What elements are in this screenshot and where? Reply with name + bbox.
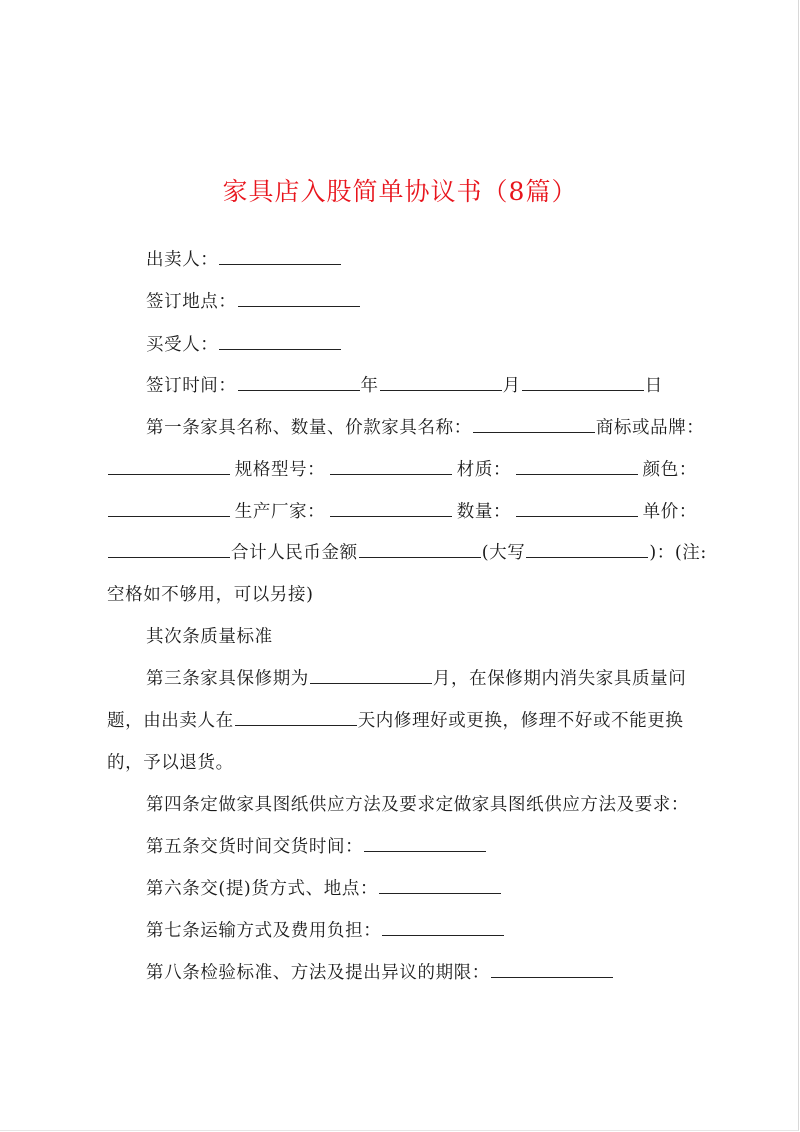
- month-label: 月: [502, 376, 521, 396]
- delivery-method-blank[interactable]: [379, 877, 501, 894]
- repair-days-blank[interactable]: [235, 709, 357, 726]
- clause3-part2: 月，在保修期内消失家具质量问: [432, 669, 687, 689]
- clause1-line4: [107, 541, 707, 565]
- clause8-label: 第八条检验标准、方法及提出异议的期限：: [146, 963, 490, 983]
- clause4: 第四条定做家具图纸供应方法及要求定做家具图纸供应方法及要求：: [146, 795, 689, 815]
- delivery-time-blank[interactable]: [364, 835, 486, 852]
- clause3-line2: [107, 709, 684, 733]
- place-label: 签订地点：: [146, 292, 237, 312]
- brand-blank[interactable]: [108, 458, 230, 475]
- clause1-line2: [107, 458, 697, 482]
- daxie-blank[interactable]: [526, 541, 648, 558]
- spec-label: 规格型号：: [234, 460, 326, 480]
- clause1-line1: [146, 416, 704, 440]
- total-label: 合计人民币金额: [231, 543, 358, 563]
- clause6-line: [146, 877, 502, 901]
- time-line: [146, 374, 663, 398]
- unit-price-blank[interactable]: [108, 541, 230, 558]
- day-label: 日: [644, 376, 663, 396]
- clause5-label: 第五条交货时间交货时间：: [146, 837, 364, 857]
- clause1-note: 空格如不够用，可以另接): [107, 585, 314, 605]
- spec-blank[interactable]: [330, 458, 452, 475]
- buyer-label: 买受人：: [146, 335, 219, 355]
- buyer-line: [146, 333, 342, 357]
- clause3-part4: 天内修理好或更换，修理不好或不能更换: [357, 711, 684, 731]
- maker-blank[interactable]: [330, 500, 452, 517]
- seller-label: 出卖人：: [146, 250, 219, 270]
- clause3-part1: 第三条家具保修期为: [146, 669, 309, 689]
- clause5-line: [146, 835, 487, 859]
- clause7-line: [146, 919, 505, 943]
- unit-price-label: 单价：: [642, 502, 697, 522]
- year-label: 年: [360, 376, 379, 396]
- clause3-part3: 题，由出卖人在: [107, 711, 234, 731]
- warranty-blank[interactable]: [310, 667, 432, 684]
- color-label: 颜色：: [642, 460, 697, 480]
- material-blank[interactable]: [516, 458, 638, 475]
- clause1-line3: [107, 500, 697, 524]
- year-blank[interactable]: [238, 374, 360, 391]
- seller-line: [146, 248, 342, 272]
- maker-label: 生产厂家：: [234, 502, 326, 522]
- clause2: 其次条质量标准: [146, 627, 273, 647]
- inspection-blank[interactable]: [491, 961, 613, 978]
- clause3-line3: 的，予以退货。: [107, 753, 234, 773]
- color-blank[interactable]: [108, 500, 230, 517]
- time-label: 签订时间：: [146, 376, 237, 396]
- name-blank[interactable]: [473, 416, 595, 433]
- clause6-label: 第六条交(提)货方式、地点：: [146, 879, 379, 899]
- day-blank[interactable]: [522, 374, 644, 391]
- buyer-blank[interactable]: [219, 333, 341, 350]
- daxie-close: )：(注:: [649, 543, 707, 563]
- clause3-line1: [146, 667, 686, 691]
- total-blank[interactable]: [359, 541, 481, 558]
- page-title: 家具店入股简单协议书（8篇）: [222, 177, 578, 206]
- material-label: 材质：: [456, 460, 512, 480]
- transport-blank[interactable]: [382, 919, 504, 936]
- place-line: [146, 290, 361, 314]
- seller-blank[interactable]: [219, 248, 341, 265]
- month-blank[interactable]: [380, 374, 502, 391]
- quantity-blank[interactable]: [516, 500, 638, 517]
- clause7-label: 第七条运输方式及费用负担：: [146, 921, 382, 941]
- daxie-open: (大写: [481, 543, 526, 563]
- brand-label: 商标或品牌：: [595, 418, 705, 438]
- clause8-line: [146, 961, 614, 985]
- quantity-label: 数量：: [456, 502, 512, 522]
- place-blank[interactable]: [238, 290, 360, 307]
- clause1-lead: 第一条家具名称、数量、价款家具名称：: [146, 418, 472, 438]
